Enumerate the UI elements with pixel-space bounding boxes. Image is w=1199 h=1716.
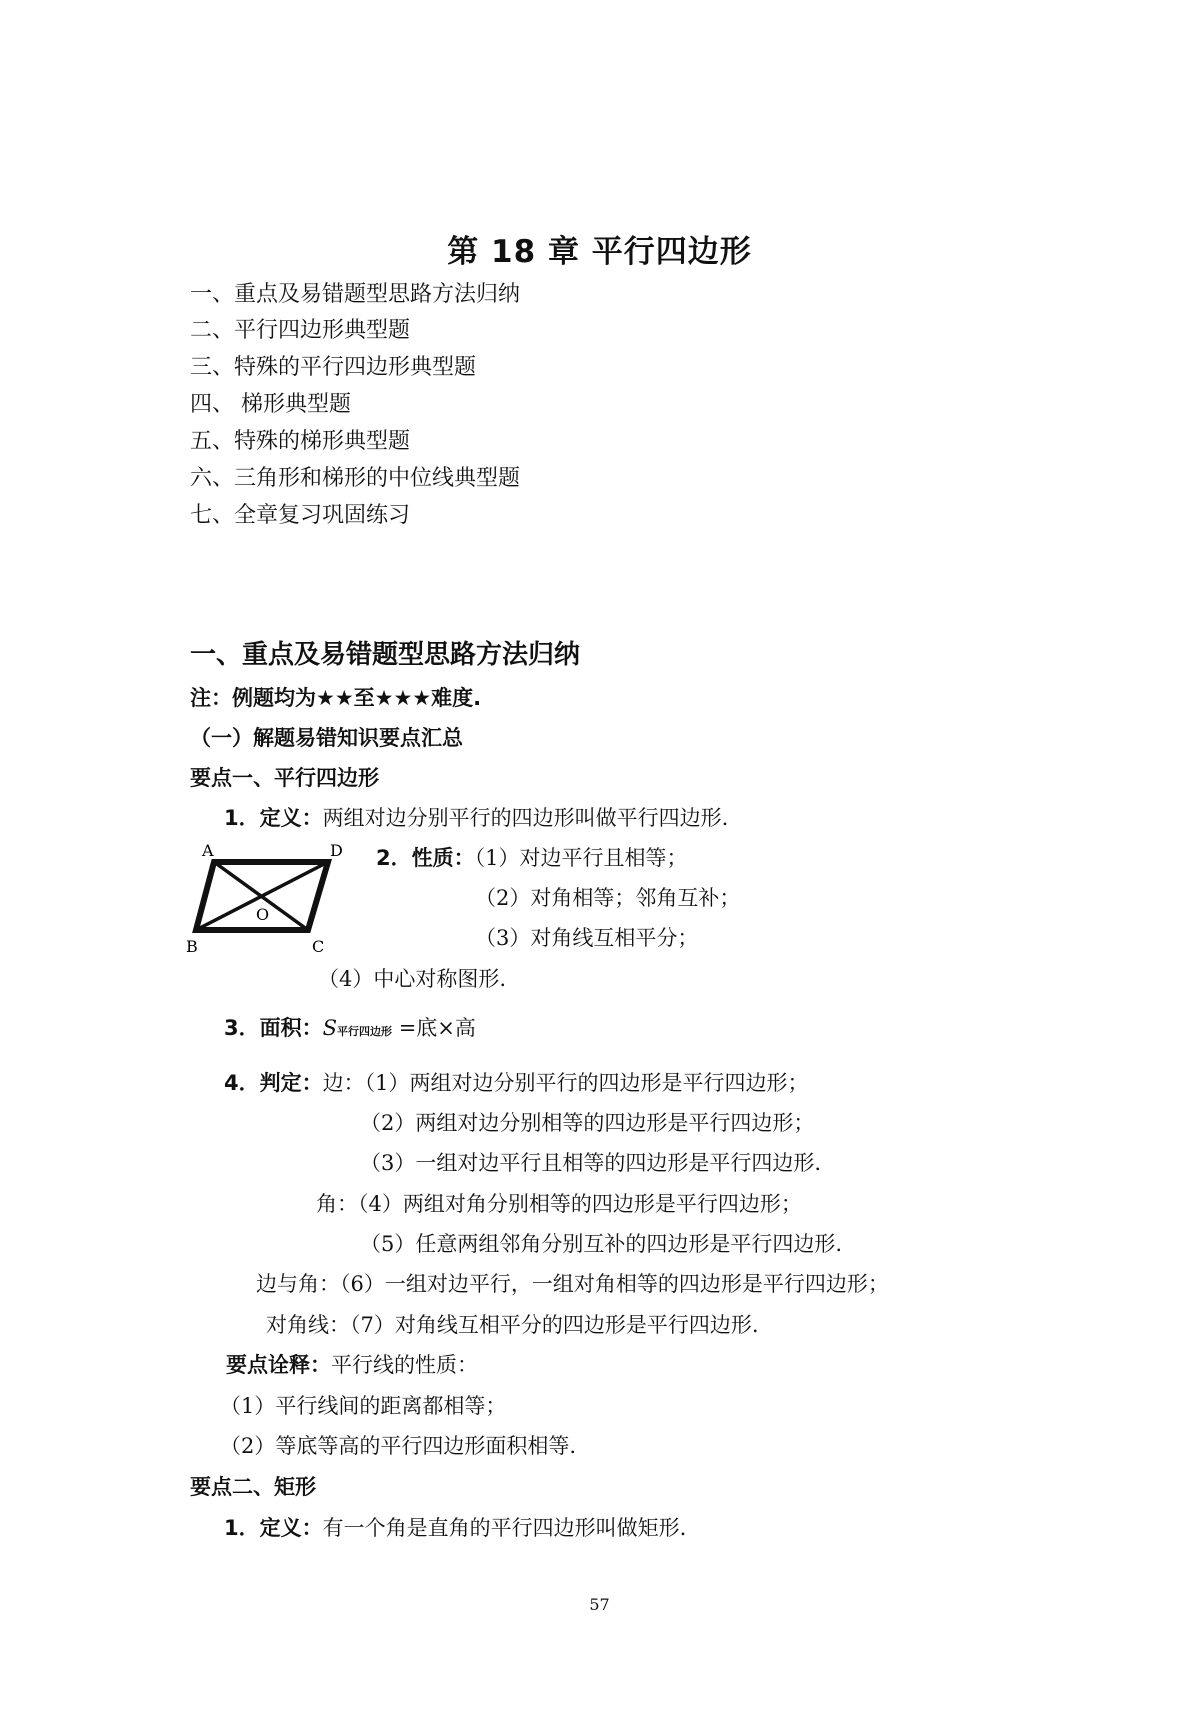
property-text-1: （1）对边平行且相等； — [474, 846, 688, 870]
key-note-text: 平行线的性质： — [331, 1353, 478, 1377]
judge-side-label: 边： — [322, 1071, 365, 1095]
point1-property-2: （2）对角相等；邻角互补； — [475, 886, 741, 910]
judge-text-1: （1）两组对边分别平行的四边形是平行四边形； — [364, 1071, 809, 1095]
point1-judge-3: （3）一组对边平行且相等的四边形是平行四边形. — [360, 1151, 822, 1175]
point2-definition-label: 1．定义： — [224, 1516, 323, 1540]
point2-definition-text: 有一个角是直角的平行四边形叫做矩形. — [322, 1516, 687, 1540]
toc-item-5: 五、特殊的梯形典型题 — [190, 429, 411, 454]
toc-item-4: 四、 梯形典型题 — [190, 392, 351, 417]
point2-definition — [224, 1512, 686, 1542]
toc-item-3: 三、特殊的平行四边形典型题 — [190, 355, 477, 380]
point1-judge-1 — [224, 1067, 808, 1097]
area-formula: =底×高 — [392, 1016, 476, 1040]
page-number: 57 — [589, 1595, 610, 1614]
property-label: 2．性质： — [376, 846, 475, 870]
point1-definition — [224, 802, 728, 832]
point1-judge-2: （2）两组对边分别相等的四边形是平行四边形； — [360, 1111, 815, 1135]
toc-item-7: 七、全章复习巩固练习 — [190, 503, 411, 528]
subsection-heading: （一）解题易错知识要点汇总 — [190, 726, 463, 750]
judge-text-7: （7）对角线互相平分的四边形是平行四边形. — [350, 1313, 759, 1337]
judge-mixed-label: 边与角： — [256, 1272, 340, 1296]
point1-key-note — [226, 1349, 478, 1379]
area-symbol: S — [322, 1016, 338, 1040]
vertex-label-a: A — [202, 841, 214, 860]
vertex-label-d: D — [330, 841, 343, 860]
point2-title: 要点二、矩形 — [190, 1475, 316, 1499]
chapter-title: 第 18 章 平行四边形 — [447, 234, 752, 270]
point1-judge-7 — [266, 1309, 759, 1339]
judge-text-6: （6）一组对边平行，一组对角相等的四边形是平行四边形； — [340, 1272, 889, 1296]
center-label-o: O — [256, 905, 270, 924]
toc-item-6: 六、三角形和梯形的中位线典型题 — [190, 466, 521, 491]
judge-label: 4．判定： — [224, 1071, 323, 1095]
judge-diag-label: 对角线： — [266, 1313, 350, 1337]
definition-text: 两组对边分别平行的四边形叫做平行四边形. — [322, 806, 729, 830]
point1-title: 要点一、平行四边形 — [190, 766, 379, 790]
judge-angle-label: 角： — [316, 1192, 358, 1216]
key-note-1: （1）平行线间的距离都相等； — [220, 1394, 507, 1418]
point1-property-3: （3）对角线互相平分； — [475, 926, 699, 950]
vertex-label-c: C — [312, 937, 325, 956]
point1-area — [224, 1012, 476, 1042]
judge-text-4: （4）两组对角分别相等的四边形是平行四边形； — [358, 1192, 802, 1216]
point1-property-1 — [376, 842, 688, 872]
area-subscript: 平行四边形 — [337, 1025, 393, 1038]
definition-label: 1．定义： — [224, 806, 323, 830]
point1-judge-6 — [256, 1268, 889, 1298]
key-note-2: （2）等底等高的平行四边形面积相等. — [220, 1434, 577, 1458]
difficulty-note: 注：例题均为★★至★★★难度. — [190, 686, 482, 710]
area-label: 3．面积： — [224, 1016, 323, 1040]
point1-judge-5: （5）任意两组邻角分别互补的四边形是平行四边形. — [360, 1232, 843, 1256]
toc-item-1: 一、重点及易错题型思路方法归纳 — [190, 282, 521, 307]
vertex-label-b: B — [186, 937, 198, 956]
point1-property-4: （4）中心对称图形. — [318, 967, 507, 991]
section-heading: 一、重点及易错题型思路方法归纳 — [190, 640, 581, 670]
toc-item-2: 二、平行四边形典型题 — [190, 318, 411, 343]
parallelogram-figure — [184, 840, 344, 958]
point1-judge-4 — [316, 1188, 802, 1218]
key-note-label: 要点诠释： — [226, 1353, 331, 1377]
